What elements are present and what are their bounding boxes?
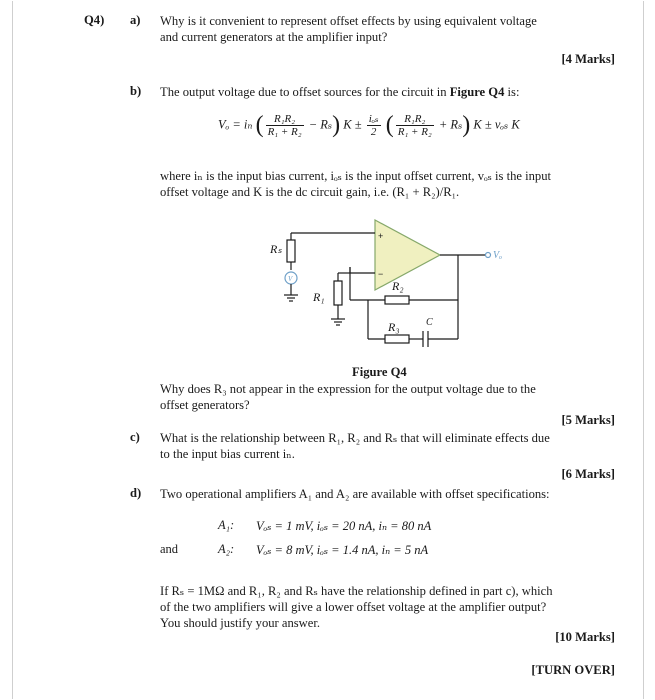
- where-line1: where iₙ is the input bias current, iₒₛ is the input offset current, vₒₛ is the input: [160, 169, 551, 183]
- amp-a2-label: A₂:: [218, 542, 235, 556]
- eq-num-ios: iₒₛ: [368, 113, 379, 125]
- circuit-diagram: [240, 215, 530, 365]
- part-c-label: c): [130, 430, 140, 444]
- rs-resistor: [287, 240, 295, 262]
- r3-label: R₃: [388, 320, 400, 334]
- eq-den1: R₁ + R₂: [267, 126, 302, 138]
- eq-mid2: + Rₛ: [438, 117, 463, 132]
- amp-a1-label: A₁:: [218, 518, 235, 532]
- eq-lhs: Vₒ = iₙ: [218, 117, 253, 132]
- eq-tail: K ± vₒₛ K: [473, 117, 520, 132]
- c-label: C: [426, 317, 433, 328]
- part-d-label: d): [130, 486, 142, 500]
- amp-a2-spec: Vₒₛ = 8 mV, iₒₛ = 1.4 nA, iₙ = 5 nA: [256, 543, 429, 557]
- part-b-intro: The output voltage due to offset sources for the circuit in Figure Q4 is:: [160, 85, 520, 99]
- turn-over-footer: [TURN OVER]: [531, 663, 615, 677]
- eq-k-pm: K ±: [343, 117, 362, 132]
- part-a-marks: [4 Marks]: [561, 52, 615, 66]
- figure-caption: Figure Q4: [352, 365, 407, 379]
- part-a-line1: Why is it convenient to represent offset effects by using equivalent voltage: [160, 14, 537, 28]
- part-d-paragraph: [160, 583, 615, 631]
- rs-label: Rₛ: [270, 242, 282, 256]
- plus-input-sign: +: [378, 231, 384, 241]
- part-d-marks: [10 Marks]: [555, 630, 615, 644]
- eq-num1: R₁R₂: [266, 113, 304, 126]
- part-c-marks: [6 Marks]: [561, 467, 615, 481]
- r2-label: R₂: [392, 279, 404, 293]
- part-b-where: [160, 168, 615, 200]
- part-b-question-line1: Why does R₃ not appear in the expression for the output voltage due to the: [160, 382, 536, 396]
- part-b-marks: [5 Marks]: [561, 413, 615, 427]
- part-c-line1: What is the relationship between R₁, R₂ and Rₛ that will eliminate effects due: [160, 431, 550, 445]
- question-number: Q4): [84, 13, 105, 27]
- eq-den-2: 2: [370, 126, 377, 138]
- r3-resistor: [385, 335, 409, 343]
- part-b-question-line2: offset generators?: [160, 398, 250, 412]
- part-a-line2: and current generators at the amplifier input?: [160, 30, 388, 44]
- and-text: and: [160, 542, 179, 556]
- r1-resistor: [334, 281, 342, 305]
- op-amp-triangle: [375, 220, 440, 290]
- r1-label: R₁: [313, 290, 325, 304]
- part-d-line3: You should justify your answer.: [160, 616, 320, 630]
- part-a-label: a): [130, 13, 141, 27]
- part-d-line2: of the two amplifiers will give a lower offset voltage at the amplifier output?: [160, 600, 547, 614]
- part-b-label: b): [130, 84, 142, 98]
- part-b-question: [160, 381, 615, 413]
- amp-a1-spec: Vₒₛ = 1 mV, iₒₛ = 20 nA, iₙ = 80 nA: [256, 519, 432, 533]
- part-c-line2: to the input bias current iₙ.: [160, 447, 295, 461]
- eq-mid1: − Rₛ: [308, 117, 333, 132]
- r2-resistor: [385, 296, 409, 304]
- offset-equation: Vₒ = iₙ ( $\frac{\text{R₁R₂}}{\text{R₁ + R₂}}$ − Rₛ) K ± $\frac{\text{iₒₛ}}{2}$ ( $\frac{\text{R₁R₂}}{\text{R₁ + R₂}}$ + Rₛ) K ± vₒₛ K: [218, 112, 520, 138]
- part-c-text: [160, 430, 615, 462]
- minus-input-sign: −: [378, 269, 384, 279]
- part-a-text: [160, 13, 615, 45]
- part-d-intro: Two operational amplifiers A₁ and A₂ are available with offset specifications:: [160, 487, 550, 501]
- eq-num2: R₁R₂: [396, 113, 434, 126]
- where-line2: offset voltage and K is the dc circuit gain, i.e. (R₁ + R₂)/R₁.: [160, 185, 460, 199]
- part-d-line1: If Rₛ = 1MΩ and R₁, R₂ and Rₛ have the relationship defined in part c), which: [160, 584, 553, 598]
- eq-den2: R₁ + R₂: [397, 126, 432, 138]
- vo-label: Vₒ: [493, 250, 502, 261]
- source-label: V: [288, 275, 293, 283]
